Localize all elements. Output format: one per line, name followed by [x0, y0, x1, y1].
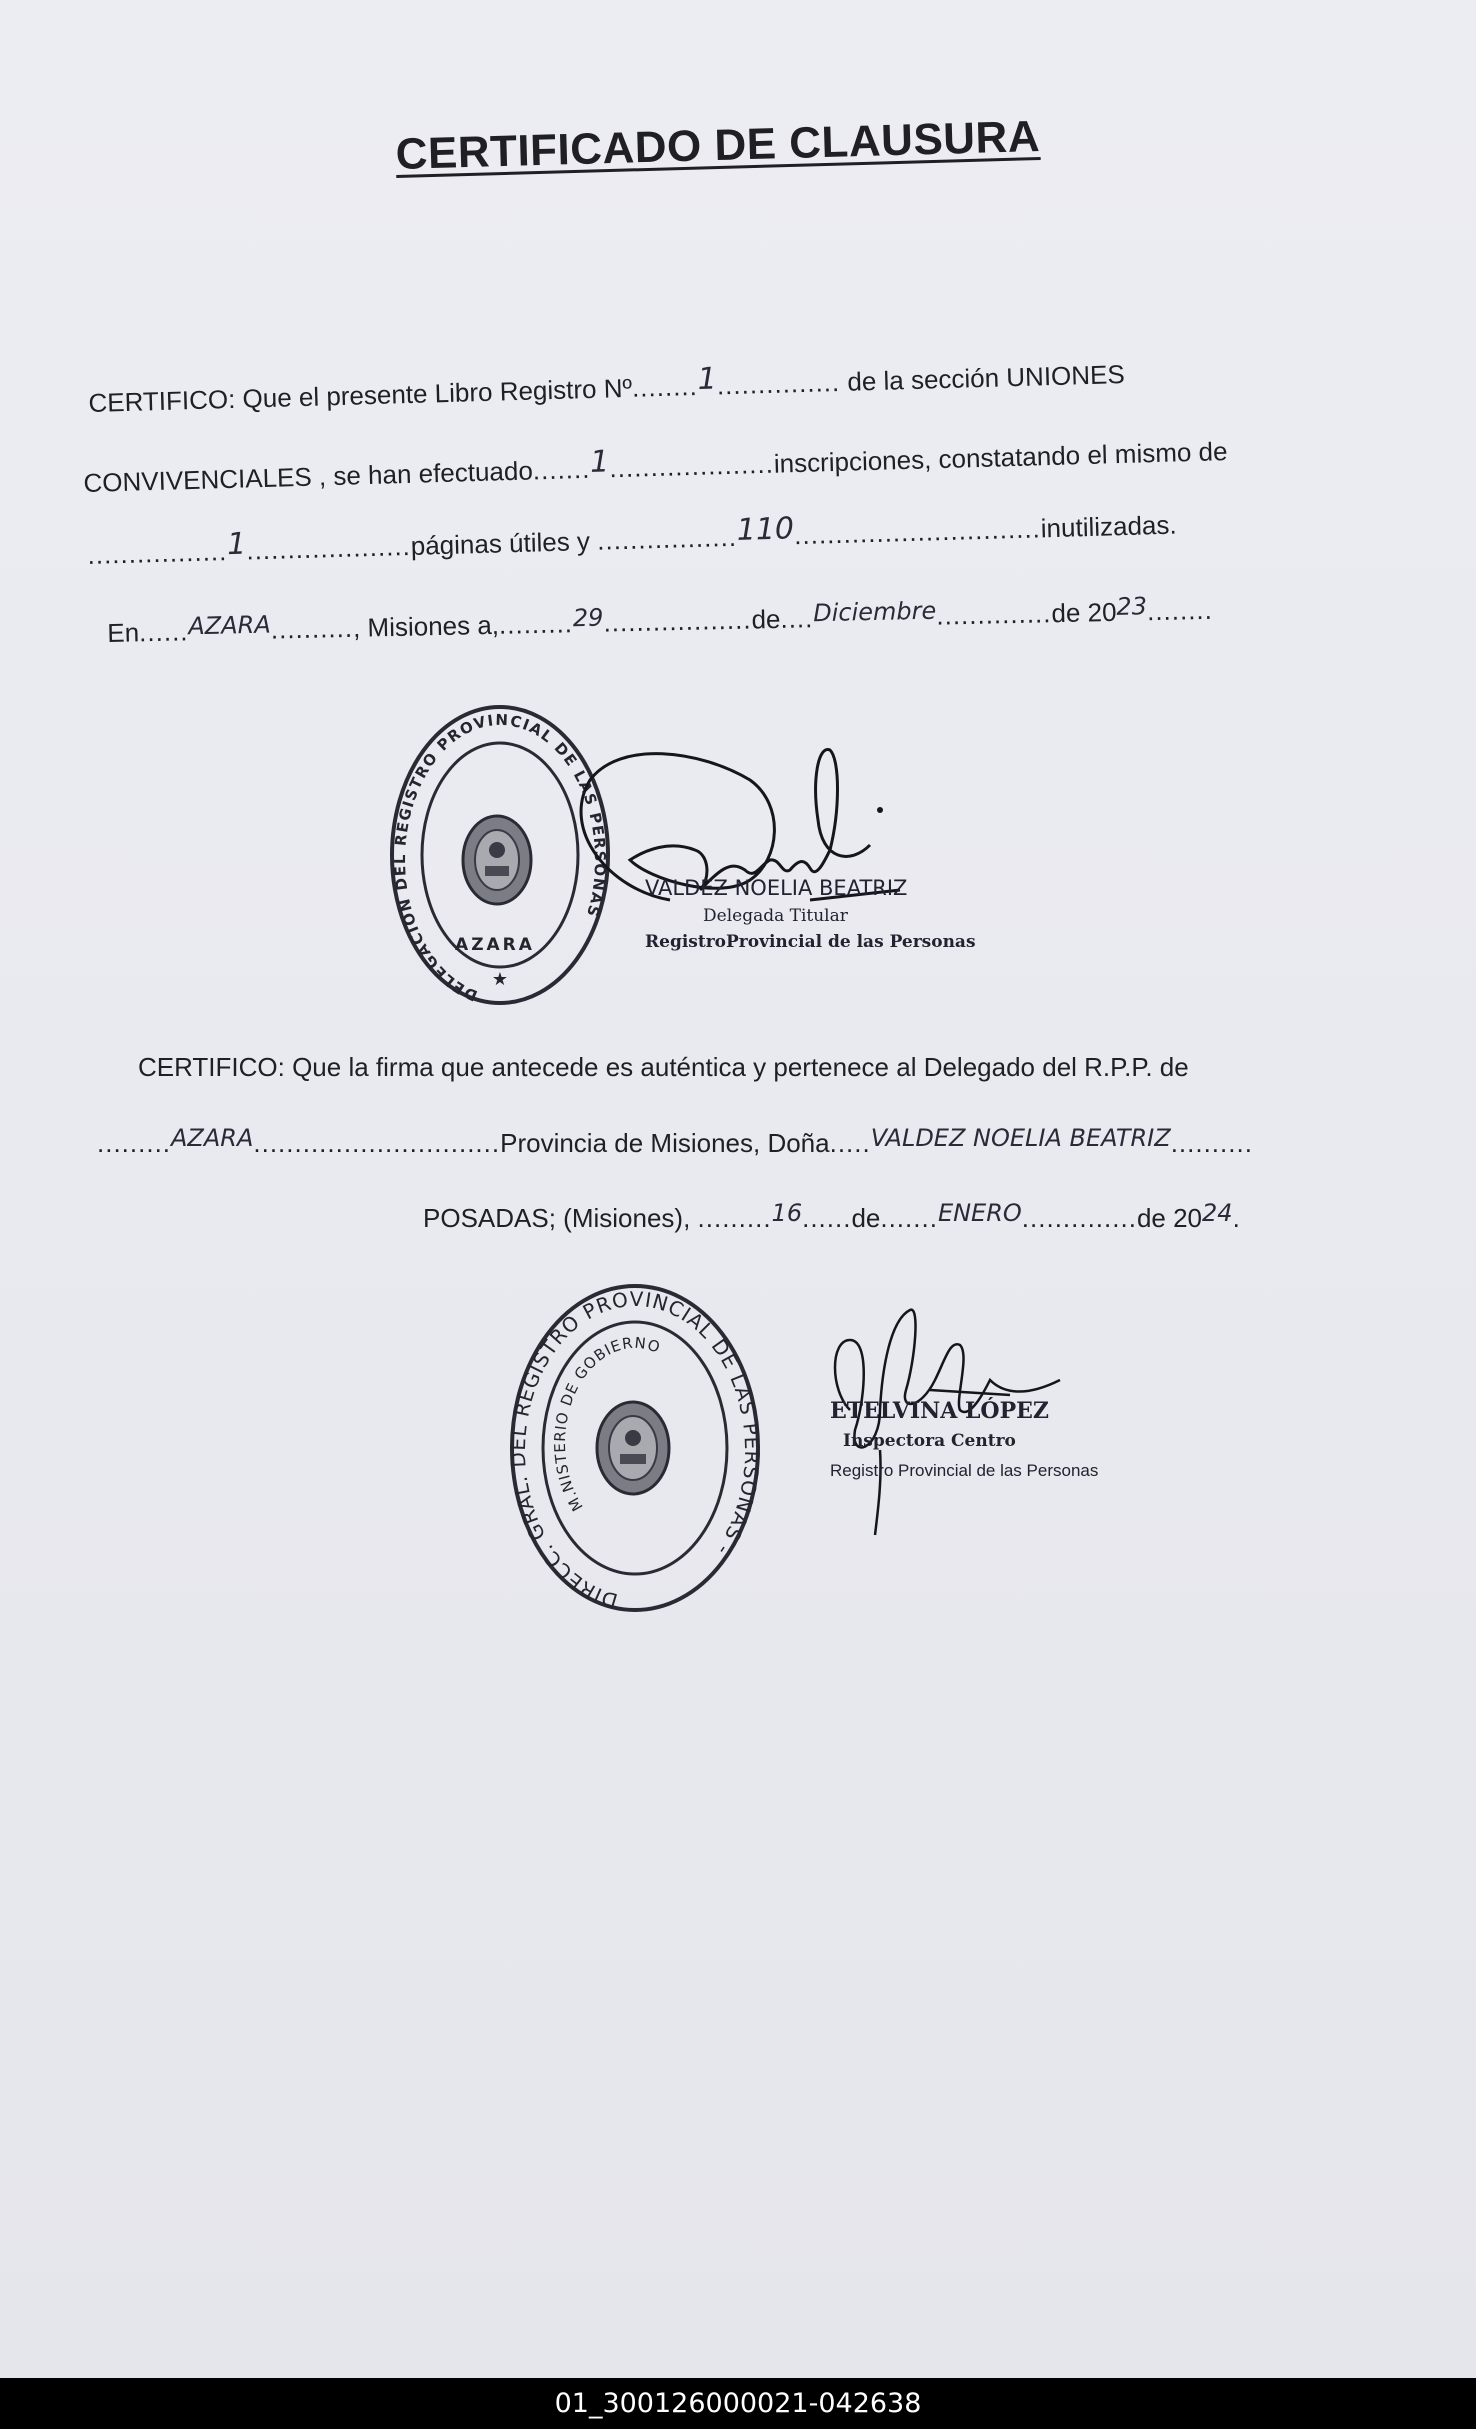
signature1-role: Delegada Titular: [703, 906, 848, 926]
anio-handwritten: 23: [1116, 592, 1148, 621]
line4-misiones: , Misiones a,: [352, 609, 500, 643]
line1-prefix: CERTIFICO: Que el presente Libro Registro Nº: [88, 372, 633, 418]
line4-de: de: [751, 603, 781, 635]
stamp2-outer-text: DIRECC. GRAL. DEL REGISTRO PROVINCIAL DE LAS PERSONAS -: [505, 1286, 765, 1614]
certifico-line-2: CONVIVENCIALES , se han efectuado.......1....................inscripciones, constatando el mismo de: [83, 436, 1228, 498]
certifico-line-1: CERTIFICO: Que el presente Libro Registro Nº........1............... de la sección UNIONES: [88, 359, 1126, 418]
line4-prefix: En: [107, 617, 140, 648]
direccion-general-seal-stamp: [505, 1278, 765, 1618]
line2-suffix: inscripciones, constatando el mismo de: [773, 436, 1228, 479]
lugar-handwritten: AZARA: [188, 610, 271, 641]
line7-de: de: [851, 1203, 881, 1233]
certifico-line-3: .................1....................páginas útiles y .................110..............................inutilizadas.: [87, 509, 1178, 570]
signature-2-scribble: [810, 1300, 1070, 1550]
signature2-name: ETELVINA LÓPEZ: [830, 1398, 1049, 1424]
libro-number-handwritten: 1: [697, 361, 718, 397]
dia-handwritten: 29: [572, 603, 604, 633]
signature1-name: VALDEZ NOELIA BEATRIZ: [645, 876, 908, 900]
dia2-handwritten: 16: [771, 1199, 803, 1227]
image-id-footer: 01_300126000021-042638: [0, 2378, 1476, 2429]
line1-suffix: de la sección UNIONES: [846, 359, 1126, 397]
inutilizadas-handwritten: 110: [736, 511, 795, 548]
signature2-institution: Registro Provincial de las Personas: [830, 1461, 1099, 1480]
stamp1-city: AZARA: [455, 935, 535, 955]
coat-of-arms-icon: [597, 1402, 669, 1494]
line7-prefix: POSADAS; (Misiones),: [423, 1203, 691, 1233]
certifico-line-5: [138, 1052, 1189, 1083]
signature2-role: Inspectora Centro: [843, 1431, 1016, 1451]
line2-prefix: CONVIVENCIALES , se han efectuado: [83, 455, 534, 498]
star-icon: ★: [491, 969, 509, 990]
certifico-line-7: POSADAS; (Misiones), .........16......de.......ENERO..............de 2024.: [423, 1199, 1241, 1233]
paginas-utiles-handwritten: 1: [226, 526, 247, 563]
signature1-institution: RegistroProvincial de las Personas: [645, 932, 976, 952]
stamp2-inner-text: M.NISTERIO DE GOBIERNO: [550, 1333, 664, 1515]
document-title: CERTIFICADO DE CLAUSURA: [395, 112, 1041, 179]
line3-middle: páginas útiles y: [410, 525, 591, 561]
line6-middle: Provincia de Misiones, Doña: [500, 1128, 830, 1158]
certifico-line-6: .........AZARA..............................Provincia de Misiones, Doña.....VALDEZ NOELIA BEATRIZ..........: [97, 1124, 1253, 1158]
inscripciones-handwritten: 1: [589, 444, 610, 480]
line4-anio-prefix: de 20: [1051, 596, 1117, 629]
line5-text: CERTIFICO: Que la firma que antecede es auténtica y pertenece al Delegado del R.P.P. de: [138, 1052, 1189, 1082]
stamp1-ring-text: DELEGACION DEL REGISTRO PROVINCIAL DE LAS PERSONAS: [391, 710, 610, 1005]
mes2-handwritten: ENERO: [937, 1199, 1022, 1227]
line7-anio-prefix: de 20: [1136, 1203, 1203, 1233]
nombre-handwritten: VALDEZ NOELIA BEATRIZ: [870, 1124, 1171, 1152]
coat-of-arms-icon: [463, 816, 531, 904]
line3-suffix: inutilizadas.: [1040, 509, 1178, 544]
certifico-line-4: En......AZARA.........., Misiones a,.........29..................de....Diciembre..............de 2023........: [107, 592, 1214, 648]
lugar2-handwritten: AZARA: [171, 1124, 254, 1152]
mes-handwritten: Diciembre: [812, 596, 937, 628]
anio2-handwritten: 24: [1202, 1199, 1233, 1227]
